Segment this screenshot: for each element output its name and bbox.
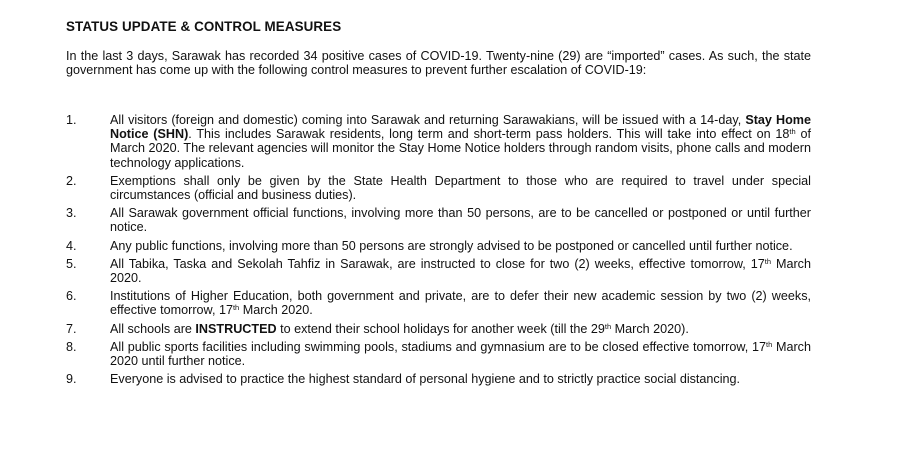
item-number: 5. bbox=[66, 256, 77, 271]
item-text-part: All schools are bbox=[110, 321, 196, 336]
item-text bbox=[110, 257, 811, 285]
item-number: 3. bbox=[66, 206, 77, 221]
item-text-bold: INSTRUCTED bbox=[195, 321, 277, 336]
item-text-part: Institutions of Higher Education, both government and private, are to defer their new academic session by two (2) weeks, effective tomorrow, 17 bbox=[110, 289, 811, 318]
item-text-part: of March 2020. The relevant agencies will monitor the Stay Home Notice holders through random visits, phone calls and modern technology applications. bbox=[110, 127, 811, 170]
item-text bbox=[110, 113, 811, 170]
item-text: Everyone is advised to practice the highest standard of personal hygiene and to strictly practice social distancing. bbox=[110, 372, 741, 387]
item-text-part: All Tabika, Taska and Sekolah Tahfiz in Sarawak, are instructed to close for two (2) weeks, effective tomorrow, 17 bbox=[110, 256, 765, 271]
list-item bbox=[66, 239, 811, 253]
item-number: 9. bbox=[66, 372, 77, 387]
list-item bbox=[66, 257, 811, 285]
item-text-part: March 2020 until further notice. bbox=[110, 339, 811, 369]
item-superscript: th bbox=[764, 256, 772, 266]
item-text: Exemptions shall only be given by the State Health Department to those who are required to travel under special circumstances (official and business duties). bbox=[110, 173, 811, 203]
item-text-part: to extend their school holidays for another week (till the 29 bbox=[276, 321, 605, 336]
item-number: 7. bbox=[66, 321, 77, 336]
item-number: 2. bbox=[66, 173, 77, 188]
document-heading: STATUS UPDATE & CONTROL MEASURES bbox=[66, 19, 342, 34]
item-superscript: th bbox=[765, 339, 773, 349]
item-text-part: All public sports facilities including swimming pools, stadiums and gymnasium are to be closed effective tomorrow, 17 bbox=[110, 339, 766, 354]
item-number: 6. bbox=[66, 289, 77, 304]
list-item bbox=[66, 174, 811, 202]
item-number: 1. bbox=[66, 113, 77, 127]
item-superscript: th bbox=[789, 127, 796, 137]
item-text-part: All visitors (foreign and domestic) coming into Sarawak and returning Sarawakians, will be issued with a 14-day, bbox=[110, 113, 746, 127]
control-measures-list bbox=[66, 113, 811, 390]
list-item bbox=[66, 289, 811, 317]
intro-paragraph: In the last 3 days, Sarawak has recorded 34 positive cases of COVID-19. Twenty-nine (29) are “imported” cases. As such, the state government has come up with the following control measures to prevent further escalation of COVID-19: bbox=[66, 49, 811, 78]
item-number: 4. bbox=[66, 238, 77, 253]
item-text bbox=[110, 289, 811, 317]
item-text bbox=[110, 340, 811, 368]
item-number: 8. bbox=[66, 339, 77, 354]
item-text-part: . This includes Sarawak residents, long term and short-term pass holders. This will take into effect on 18 bbox=[188, 127, 790, 142]
item-text bbox=[110, 322, 811, 336]
item-superscript: th bbox=[604, 321, 612, 331]
list-item bbox=[66, 322, 811, 336]
list-item bbox=[66, 372, 811, 386]
item-text-bold: Stay Home Notice (SHN) bbox=[110, 113, 811, 142]
item-text-part: March 2020). bbox=[611, 321, 689, 336]
item-text-part: March 2020. bbox=[110, 256, 811, 286]
item-superscript: th bbox=[232, 303, 240, 313]
item-text: All Sarawak government official functions, involving more than 50 persons, are to be cancelled or postponed or until further notice. bbox=[110, 206, 811, 235]
list-item bbox=[66, 340, 811, 368]
list-item bbox=[66, 206, 811, 234]
item-text-part: March 2020. bbox=[239, 303, 313, 318]
list-item bbox=[66, 113, 811, 170]
item-text: Any public functions, involving more than 50 persons are strongly advised to be postponed or cancelled until further notice. bbox=[110, 238, 793, 253]
